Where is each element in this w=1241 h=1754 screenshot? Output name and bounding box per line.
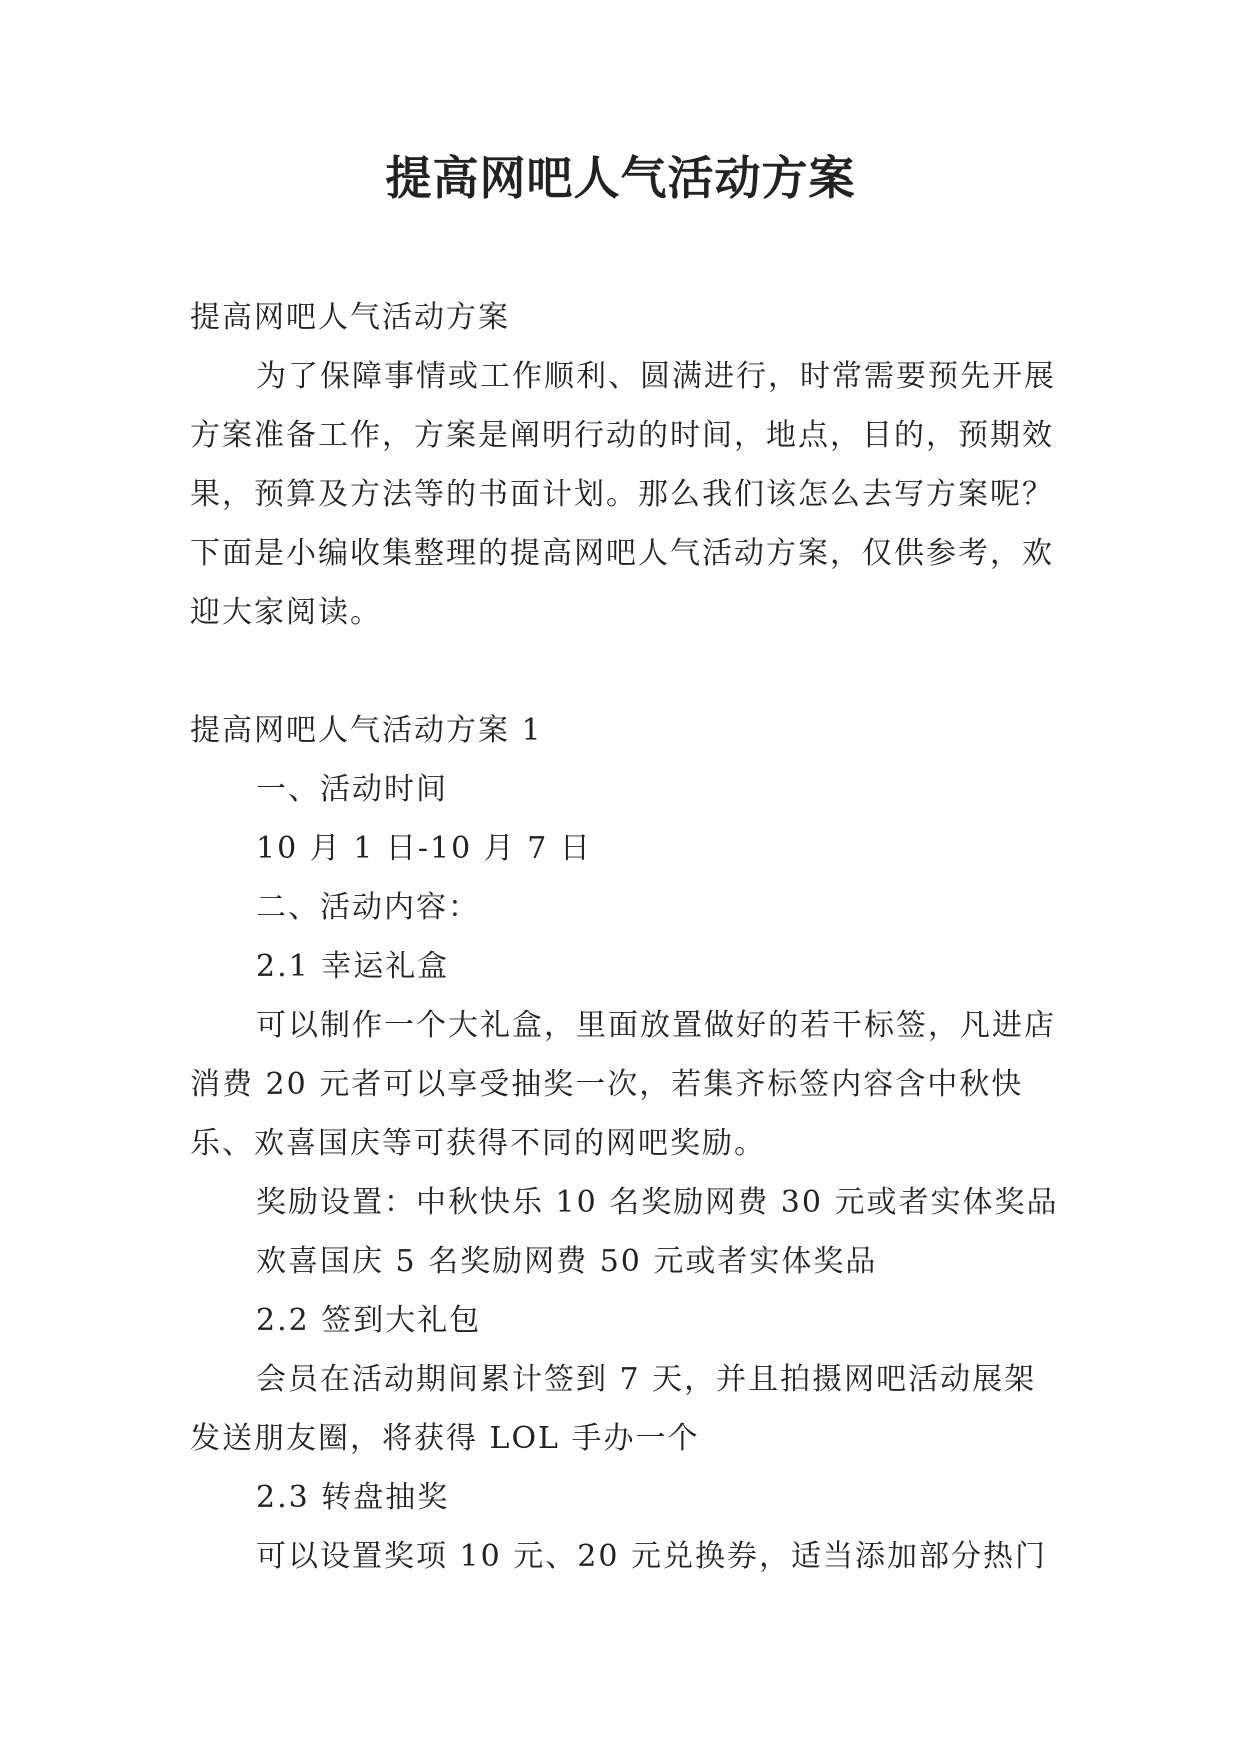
section-title: 提高网吧人气活动方案 1	[190, 713, 543, 748]
item-3-text: 可以设置奖项 10 元、20 元兑换券，适当添加部分热门	[256, 1539, 1047, 1574]
reward-line-2: 欢喜国庆 5 名奖励网费 50 元或者实体奖品	[256, 1244, 878, 1279]
document-body	[190, 288, 1060, 1586]
document-title: 提高网吧人气活动方案	[385, 151, 856, 205]
item-1-heading: 2.1 幸运礼盒	[256, 949, 450, 984]
item-1-text: 可以制作一个大礼盒，里面放置做好的若干标签，凡进店消费 20 元者可以享受抽奖一次，若集齐标签内容含中秋快乐、欢喜国庆等可获得不同的网吧奖励。	[190, 1008, 1056, 1161]
reward-line-1: 奖励设置：中秋快乐 10 名奖励网费 30 元或者实体奖品	[256, 1185, 1059, 1220]
item-3-heading: 2.3 转盘抽奖	[256, 1480, 450, 1515]
document-heading: 提高网吧人气活动方案	[190, 300, 510, 335]
paragraph-spacer	[190, 642, 1060, 701]
item-2-text: 会员在活动期间累计签到 7 天，并且拍摄网吧活动展架发送朋友圈，将获得 LOL 手办一个	[190, 1362, 1037, 1456]
time-value: 10 月 1 日-10 月 7 日	[256, 831, 592, 866]
intro-paragraph: 为了保障事情或工作顺利、圆满进行，时常需要预先开展方案准备工作，方案是阐明行动的时间，地点，目的，预期效果，预算及方法等的书面计划。那么我们该怎么去写方案呢？下面是小编收集整理的提高网吧人气活动方案，仅供参考，欢迎大家阅读。	[190, 359, 1056, 630]
item-2-heading: 2.2 签到大礼包	[256, 1303, 482, 1338]
time-heading: 一、活动时间	[256, 772, 448, 807]
content-heading: 二、活动内容：	[256, 890, 480, 925]
